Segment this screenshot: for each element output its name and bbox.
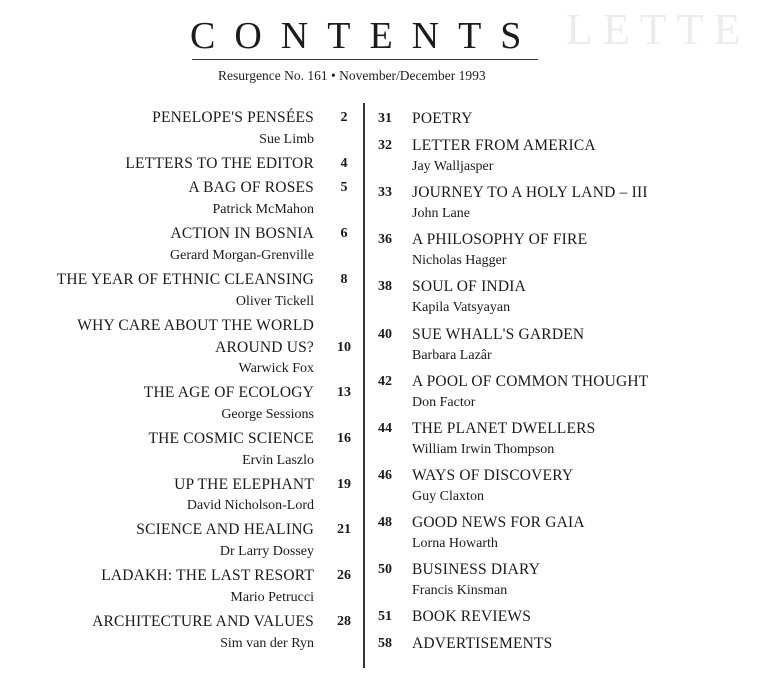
entry-page: 5: [340, 180, 348, 195]
entry-author: Barbara Lazâr: [412, 348, 492, 363]
issue-line: Resurgence No. 161 • November/December 1993: [218, 68, 486, 83]
entry-page: 51: [378, 609, 392, 624]
entry-author: Ervin Laszlo: [242, 453, 314, 468]
entry-title: A POOL OF COMMON THOUGHT: [412, 373, 649, 390]
entry-title: BUSINESS DIARY: [412, 561, 541, 578]
entry-title: GOOD NEWS FOR GAIA: [412, 514, 585, 531]
entry-title: WAYS OF DISCOVERY: [412, 467, 574, 484]
entry-page: 46: [378, 468, 392, 483]
entry-author: Sim van der Ryn: [220, 636, 314, 651]
entry-title: SUE WHALL'S GARDEN: [412, 326, 585, 343]
entry-page: 2: [340, 110, 348, 125]
entry-author: Oliver Tickell: [235, 294, 314, 309]
entry-author: Guy Claxton: [412, 489, 484, 504]
entry-author: Gerard Morgan-Grenville: [170, 248, 314, 263]
entry-author: Dr Larry Dossey: [219, 544, 314, 559]
entry-title: A PHILOSOPHY OF FIRE: [412, 231, 588, 248]
entry-page: 13: [337, 385, 351, 400]
entry-page: 58: [378, 636, 392, 651]
entry-title: POETRY: [412, 110, 473, 127]
entry-title: THE YEAR OF ETHNIC CLEANSING: [56, 271, 314, 288]
entry-page: 16: [337, 431, 351, 446]
entry-page: 10: [337, 340, 351, 355]
entry-page: 4: [340, 156, 348, 171]
entry-page: 48: [378, 515, 392, 530]
entry-title: THE AGE OF ECOLOGY: [143, 384, 314, 401]
entry-title: UP THE ELEPHANT: [174, 476, 314, 493]
entry-author: Sue Limb: [259, 132, 314, 147]
entry-title: JOURNEY TO A HOLY LAND – III: [412, 184, 648, 201]
bleed-through-text: LETTE: [566, 5, 751, 54]
entry-page: 8: [340, 272, 348, 287]
entry-page: 50: [378, 562, 392, 577]
entry-author: George Sessions: [221, 407, 314, 422]
entry-author: William Irwin Thompson: [412, 442, 555, 457]
entry-author: Warwick Fox: [238, 361, 314, 376]
entry-title: LETTER FROM AMERICA: [412, 137, 596, 154]
entry-title: LETTERS TO THE EDITOR: [125, 155, 314, 172]
entry-page: 33: [378, 185, 392, 200]
entry-page: 36: [378, 232, 392, 247]
entry-title: WHY CARE ABOUT THE WORLD: [77, 317, 314, 334]
entry-page: 40: [378, 327, 392, 342]
entry-title: PENELOPE'S PENSÉES: [152, 109, 314, 126]
entry-page: 42: [378, 374, 392, 389]
entry-title: ACTION IN BOSNIA: [170, 225, 314, 242]
entry-author: John Lane: [412, 206, 470, 221]
entry-author: Patrick McMahon: [212, 202, 314, 217]
entry-page: 26: [337, 568, 351, 583]
entry-page: 6: [340, 226, 348, 241]
entry-title-line2: AROUND US?: [215, 339, 314, 356]
entry-author: Nicholas Hagger: [412, 253, 507, 268]
entry-title: ADVERTISEMENTS: [412, 635, 553, 652]
entry-title: LADAKH: THE LAST RESORT: [101, 567, 314, 584]
page-title: CONTENTS: [190, 15, 541, 57]
entry-page: 31: [378, 111, 392, 126]
entry-author: Jay Walljasper: [412, 159, 494, 174]
entry-page: 21: [337, 522, 351, 537]
entry-author: Lorna Howarth: [412, 536, 498, 551]
entry-title: BOOK REVIEWS: [412, 608, 532, 625]
entry-author: Kapila Vatsyayan: [412, 300, 511, 315]
entry-title: ARCHITECTURE AND VALUES: [92, 613, 314, 630]
entry-author: Don Factor: [412, 395, 476, 410]
entry-title: SOUL OF INDIA: [412, 278, 526, 295]
entry-page: 44: [378, 421, 392, 436]
entry-title: THE PLANET DWELLERS: [412, 420, 596, 437]
entry-author: Francis Kinsman: [412, 583, 508, 598]
entry-title: THE COSMIC SCIENCE: [148, 430, 314, 447]
entry-author: Mario Petrucci: [230, 590, 314, 605]
entry-page: 32: [378, 138, 392, 153]
entry-page: 19: [337, 477, 351, 492]
entry-page: 28: [337, 614, 351, 629]
entry-title: SCIENCE AND HEALING: [136, 521, 314, 538]
entry-page: 38: [378, 279, 392, 294]
column-divider: [363, 103, 365, 668]
entry-title: A BAG OF ROSES: [188, 179, 314, 196]
title-underline: [192, 59, 538, 60]
entry-author: David Nicholson-Lord: [186, 498, 314, 513]
